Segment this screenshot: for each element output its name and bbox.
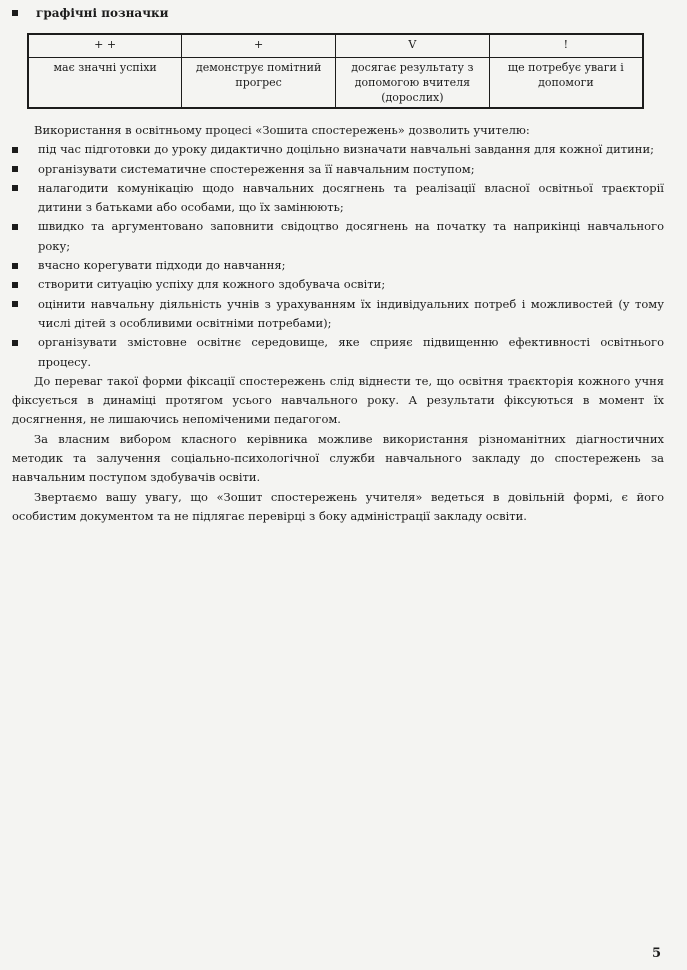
- list-item-text: налагодити комунікацію щодо навчальних досягнень та реалізації власної освітньої траєкторії дитини з батьками або особами, що їх замінюють;: [38, 180, 664, 215]
- list-item-text: організувати змістовне освітнє середовище, яке сприяє підвищенню ефективності освітнього процесу.: [38, 335, 664, 369]
- heading-line: [12, 4, 169, 22]
- legend-description: має значні успіхи: [28, 58, 182, 109]
- bullet-icon: [12, 263, 18, 269]
- list-item-text: організувати систематичне спостереження за її навчальним поступом;: [38, 161, 475, 176]
- list-item-text: створити ситуацію успіху для кожного здобувача освіти;: [38, 277, 386, 292]
- legend-description: ще потребує уваги і допомоги: [489, 58, 643, 109]
- list-item-text: вчасно корегувати підходи до навчання;: [38, 258, 286, 273]
- bullet-icon: [12, 301, 18, 307]
- list-item: [12, 140, 664, 159]
- legend-symbol-exclamation: !: [489, 34, 643, 58]
- heading-label: графічні позначки: [36, 6, 169, 20]
- legend-description: демонструє помітний прогрес: [182, 58, 336, 109]
- legend-description: досягає результату з допомогою вчителя (дорослих): [336, 58, 490, 109]
- list-item-text: швидко та аргументовано заповнити свідоцтво досягнень на початку та наприкінці навчального року;: [38, 219, 664, 253]
- legend-table: [27, 33, 644, 109]
- list-item: [12, 179, 664, 218]
- bullet-icon: [12, 147, 18, 153]
- legend-description-row: [28, 58, 643, 109]
- page-number: 5: [651, 946, 661, 961]
- list-item: [12, 295, 664, 334]
- bullet-icon: [12, 166, 18, 172]
- bullet-icon: [12, 224, 18, 230]
- intro-paragraph: Використання в освітньому процесі «Зошита спостережень» дозволить учителю:: [34, 123, 530, 137]
- bullet-icon: [12, 185, 18, 191]
- legend-symbol-plus-plus: + +: [28, 34, 182, 58]
- bullet-icon: [12, 340, 18, 346]
- list-item: [12, 275, 664, 294]
- paragraph-advantages: До переваг такої форми фіксації спостережень слід віднести те, що освітня траєкторія кожного учня фіксується в динаміці протягом усього навчального року. А результати фіксуються в момент їх досягнення, не лишаючись непоміченими педагогом.: [12, 373, 664, 427]
- list-item: [12, 160, 664, 179]
- legend-symbol-plus: +: [182, 34, 336, 58]
- bullet-icon: [12, 10, 18, 16]
- list-item: [12, 217, 664, 256]
- legend-header-row: [28, 34, 643, 58]
- bullet-icon: [12, 282, 18, 288]
- paragraph-notice: Звертаємо вашу увагу, що «Зошит спостережень учителя» ведеться в довільній формі, є його особистим документом та не підлягає перевірці з боку адміністрації закладу освіти.: [12, 489, 664, 523]
- list-item-text: під час підготовки до уроку дидактично доцільно визначати навчальні завдання для кожної дитини;: [38, 142, 654, 157]
- body-text: [12, 121, 664, 526]
- list-item: [12, 256, 664, 275]
- list-item-text: оцінити навчальну діяльність учнів з урахуванням їх індивідуальних потреб і можливостей (у тому числі дітей з особливими освітніми потребами);: [38, 296, 664, 330]
- legend-symbol-v: V: [336, 34, 490, 58]
- paragraph-methods: За власним вибором класного керівника можливе використання різноманітних діагностичних методик та залучення соціально-психологічної служби навчального закладу до спостережень за навчальним поступом здобувачів освіти.: [12, 431, 664, 485]
- list-item: [12, 333, 664, 372]
